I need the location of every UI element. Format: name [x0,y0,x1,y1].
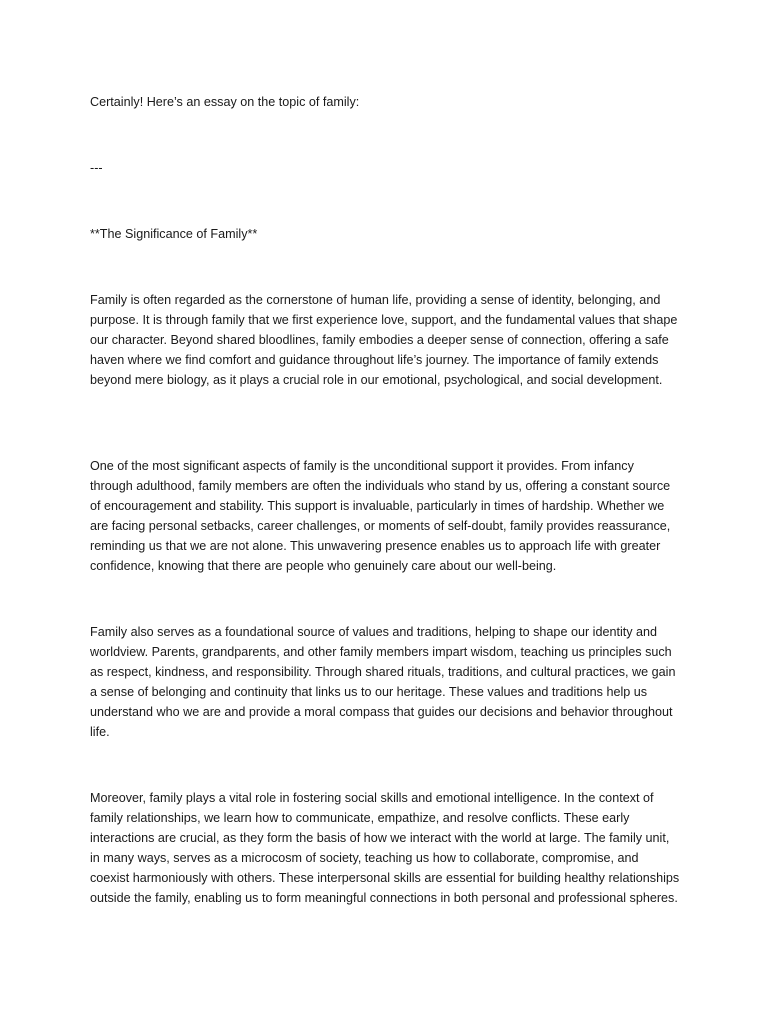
essay-paragraph-2: One of the most significant aspects of family is the unconditional support it provides. From infancy through adulthood, family members are often the individuals who stand by us, offering a constant source of encouragement and stability. This support is invaluable, particularly in times of hardship. Whether we are facing personal setbacks, career challenges, or moments of self-doubt, family provides reassurance, reminding us that we are not alone. This unwavering presence enables us to approach life with greater confidence, knowing that there are people who genuinely care about our well-being. [90,459,671,573]
essay-title: **The Significance of Family** [90,227,258,241]
essay-paragraph-4: Moreover, family plays a vital role in fostering social skills and emotional intelligence. In the context of family relationships, we learn how to communicate, empathize, and resolve conflicts. These early interactions are crucial, as they form the basis of how we interact with the world at large. The family unit, in many ways, serves as a microcosm of society, teaching us how to collaborate, compromise, and coexist harmoniously with others. These interpersonal skills are essential for building healthy relationships outside the family, enabling us to form meaningful connections in both personal and professional spheres. [90,791,680,905]
essay-paragraph-1: Family is often regarded as the cornerstone of human life, providing a sense of identity, belonging, and purpose. It is through family that we first experience love, support, and the fundamental values that shape our character. Beyond shared bloodlines, family embodies a deeper sense of connection, offering a safe haven where we find comfort and guidance throughout life’s journey. The importance of family extends beyond mere biology, as it plays a crucial role in our emotional, psychological, and social development. [90,293,678,387]
essay-paragraph-3: Family also serves as a foundational source of values and traditions, helping to shape our identity and worldview. Parents, grandparents, and other family members impart wisdom, teaching us principles such as respect, kindness, and responsibility. Through shared rituals, traditions, and cultural practices, we gain a sense of belonging and continuity that links us to our heritage. These values and traditions help us understand who we are and provide a moral compass that guides our decisions and behavior throughout life. [90,625,676,739]
intro-line: Certainly! Here’s an essay on the topic of family: [90,95,360,109]
separator-line: --- [90,161,103,175]
